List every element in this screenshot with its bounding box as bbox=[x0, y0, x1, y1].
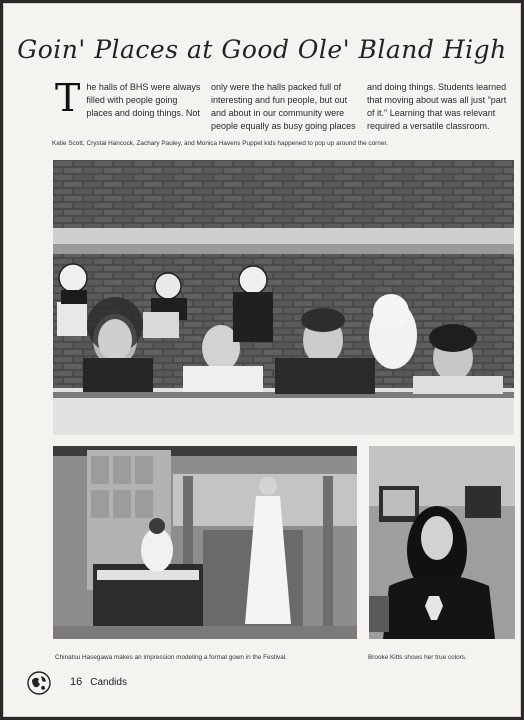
yearbook-page bbox=[3, 3, 521, 717]
page-number: 16 bbox=[70, 676, 83, 688]
drop-cap: T bbox=[55, 76, 81, 120]
brooke-photo bbox=[369, 446, 515, 639]
gown-photo bbox=[53, 446, 357, 639]
page-title: Goin' Places at Good Ole' Bland High bbox=[17, 35, 507, 64]
story-column-1 bbox=[55, 76, 202, 120]
globe-logo-icon bbox=[27, 671, 51, 700]
puppet-photo bbox=[53, 160, 514, 435]
caption-gown-photo: Chinatsu Hasegawa makes an impression modeling a formal gown in the Festival. bbox=[55, 654, 287, 661]
story-text-2: only were the halls packed full of interesting and fun people, but out and about in our community were people equally as busy going places bbox=[211, 82, 356, 131]
caption-brooke-photo: Brooke Kitts shows her true colors. bbox=[368, 654, 467, 661]
story-text-1: he halls of BHS were always filled with people going places and doing things. Not bbox=[86, 82, 201, 118]
section-name: Candids bbox=[90, 677, 127, 688]
story-text-3: and doing things. Students learned that moving about was all just "part of it." Learning that was relevant required a versatile classroom. bbox=[367, 82, 507, 131]
story-column-2 bbox=[211, 81, 361, 133]
story-column-3 bbox=[367, 81, 515, 133]
caption-top-photo: Katie Scott, Crystal Hancock, Zachary Pauley, and Monica Havens Puppet kids happened to pop up around the corner. bbox=[52, 140, 388, 147]
page-folio bbox=[70, 676, 127, 688]
